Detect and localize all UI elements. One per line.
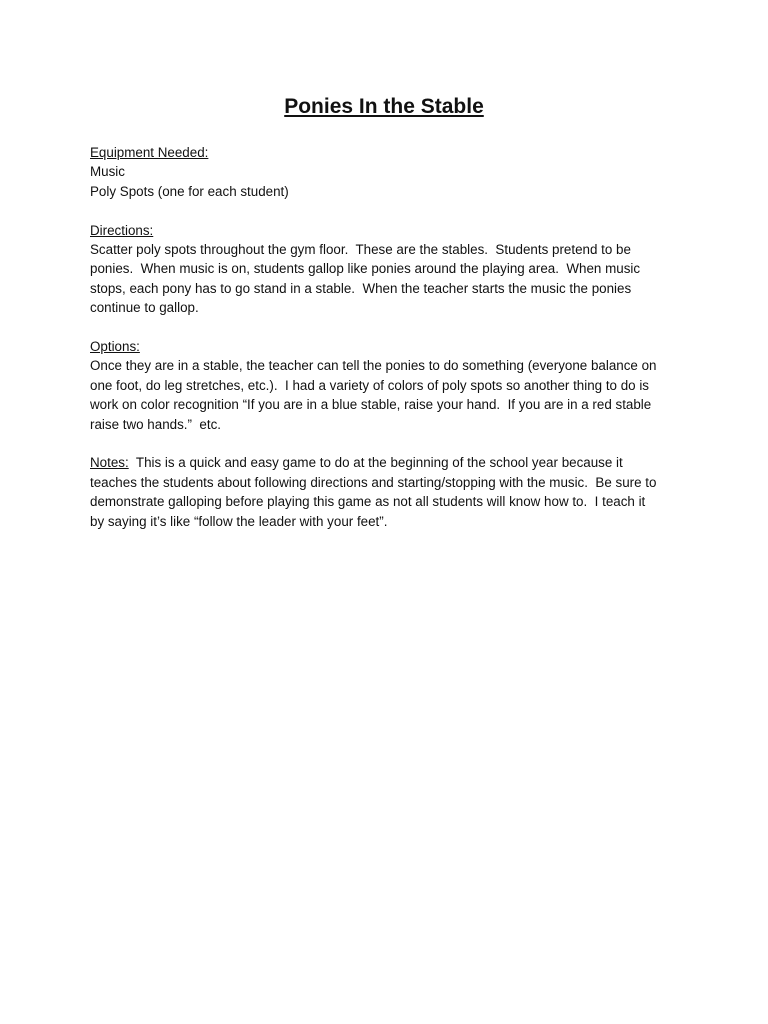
equipment-heading: Equipment Needed: [90, 145, 209, 160]
directions-section [90, 221, 690, 318]
document-title: Ponies In the Stable [284, 95, 484, 118]
equipment-item: Music [90, 164, 125, 180]
options-line: one foot, do leg stretches, etc.). I had a variety of colors of poly spots so another thing to do is [90, 377, 650, 393]
options-line: Once they are in a stable, the teacher can tell the ponies to do something (everyone balance on [90, 358, 657, 374]
directions-line: continue to gallop. [90, 300, 199, 316]
equipment-section [90, 143, 690, 201]
options-line: work on color recognition “If you are in a blue stable, raise your hand. If you are in a red stable [90, 397, 652, 413]
equipment-item: Poly Spots (one for each student) [90, 183, 289, 199]
notes-line: demonstrate galloping before playing this game as not all students will know how to. I teach it [90, 494, 646, 510]
notes-section [90, 453, 690, 531]
notes-heading: Notes: [90, 455, 129, 471]
directions-line: ponies. When music is on, students gallop like ponies around the playing area. When music [90, 261, 641, 277]
notes-first-line-text: This is a quick and easy game to do at the beginning of the school year because it [128, 455, 623, 471]
directions-heading: Directions: [90, 222, 154, 238]
notes-first-line [90, 453, 690, 472]
directions-line: Scatter poly spots throughout the gym floor. These are the stables. Students pretend to be [90, 242, 631, 258]
document-body [90, 143, 690, 550]
options-heading: Options: [90, 339, 140, 355]
directions-line: stops, each pony has to go stand in a stable. When the teacher starts the music the ponies [90, 280, 632, 296]
options-section [90, 337, 690, 434]
options-line: raise two hands.” etc. [90, 416, 221, 432]
notes-line: teaches the students about following directions and starting/stopping with the music. Be sure to [90, 474, 657, 490]
notes-line: by saying it’s like “follow the leader with your feet”. [90, 513, 388, 529]
